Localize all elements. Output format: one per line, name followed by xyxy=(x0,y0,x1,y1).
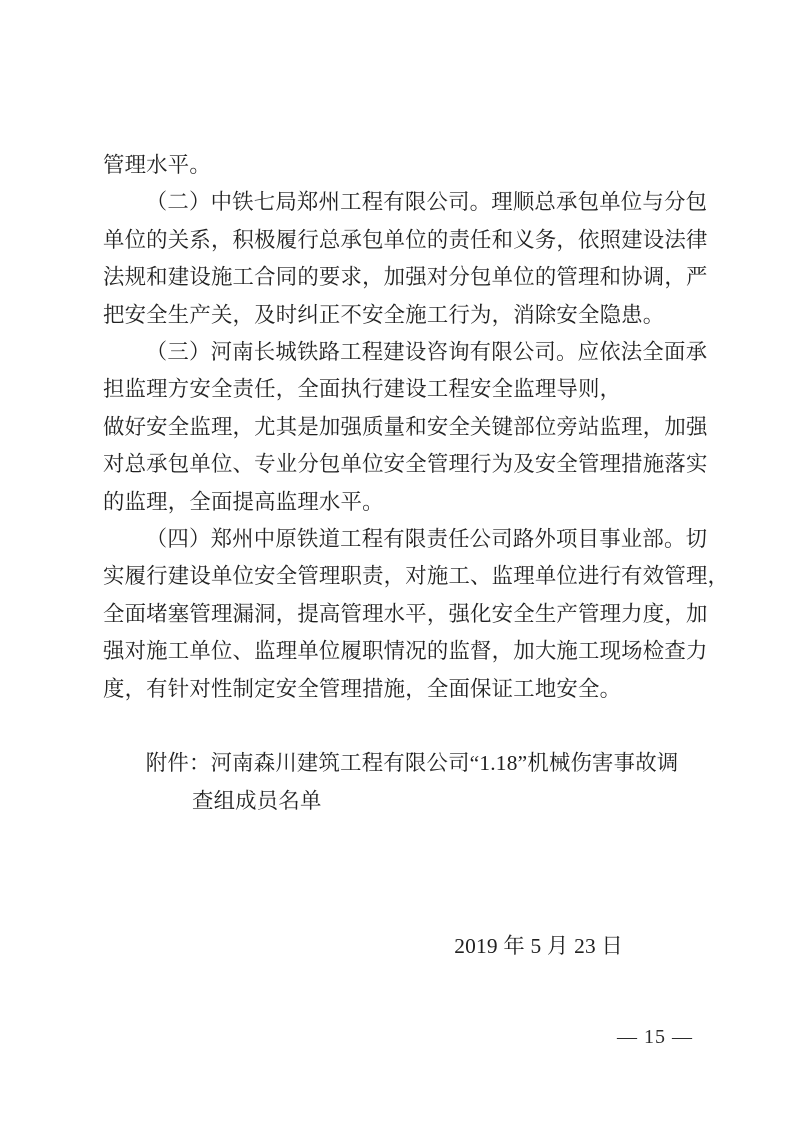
text-line: 担监理方安全责任，全面执行建设工程安全监理导则， xyxy=(103,377,622,402)
text-line: 法规和建设施工合同的要求，加强对分包单位的管理和协调，严 xyxy=(103,265,708,290)
text-line: 把安全生产关，及时纠正不安全施工行为，消除安全隐患。 xyxy=(103,302,665,327)
text-line-section-3: （三）河南长城铁路工程建设咨询有限公司。应依法全面承 xyxy=(145,340,708,365)
page-number: — 15 — xyxy=(617,1026,693,1048)
text-line: 全面堵塞管理漏洞，提高管理水平，强化安全生产管理力度，加 xyxy=(103,601,708,626)
text-line: 管理水平。 xyxy=(103,153,211,177)
text-line: 单位的关系，积极履行总承包单位的责任和义务，依照建设法律 xyxy=(103,227,708,252)
page-footer xyxy=(617,1024,693,1050)
text-line: 做好安全监理，尤其是加强质量和安全关键部位旁站监理，加强 xyxy=(103,414,708,439)
text-line: 强对施工单位、监理单位履职情况的监督，加大施工现场检查力 xyxy=(103,639,708,664)
document-body xyxy=(103,147,730,820)
text-line: 对总承包单位、专业分包单位安全管理行为及安全管理措施落实 xyxy=(103,452,708,477)
text-line: 度，有针对性制定安全管理措施，全面保证工地安全。 xyxy=(103,676,622,701)
text-line: 的监理，全面提高监理水平。 xyxy=(103,489,384,514)
text-line-section-4: （四）郑州中原铁道工程有限责任公司路外项目事业部。切 xyxy=(145,527,708,552)
text-line: 实履行建设单位安全管理职责，对施工、监理单位进行有效管理， xyxy=(103,564,730,589)
attachment-line-continued: 查组成员名单 xyxy=(192,788,322,813)
text-line-section-2: （二）中铁七局郑州工程有限公司。理顺总承包单位与分包 xyxy=(145,190,708,215)
blank-line xyxy=(103,708,703,745)
document-date: 2019 年 5 月 23 日 xyxy=(454,934,623,958)
attachment-line: 附件：河南森川建筑工程有限公司“1.18”机械伤害事故调 xyxy=(145,751,679,776)
